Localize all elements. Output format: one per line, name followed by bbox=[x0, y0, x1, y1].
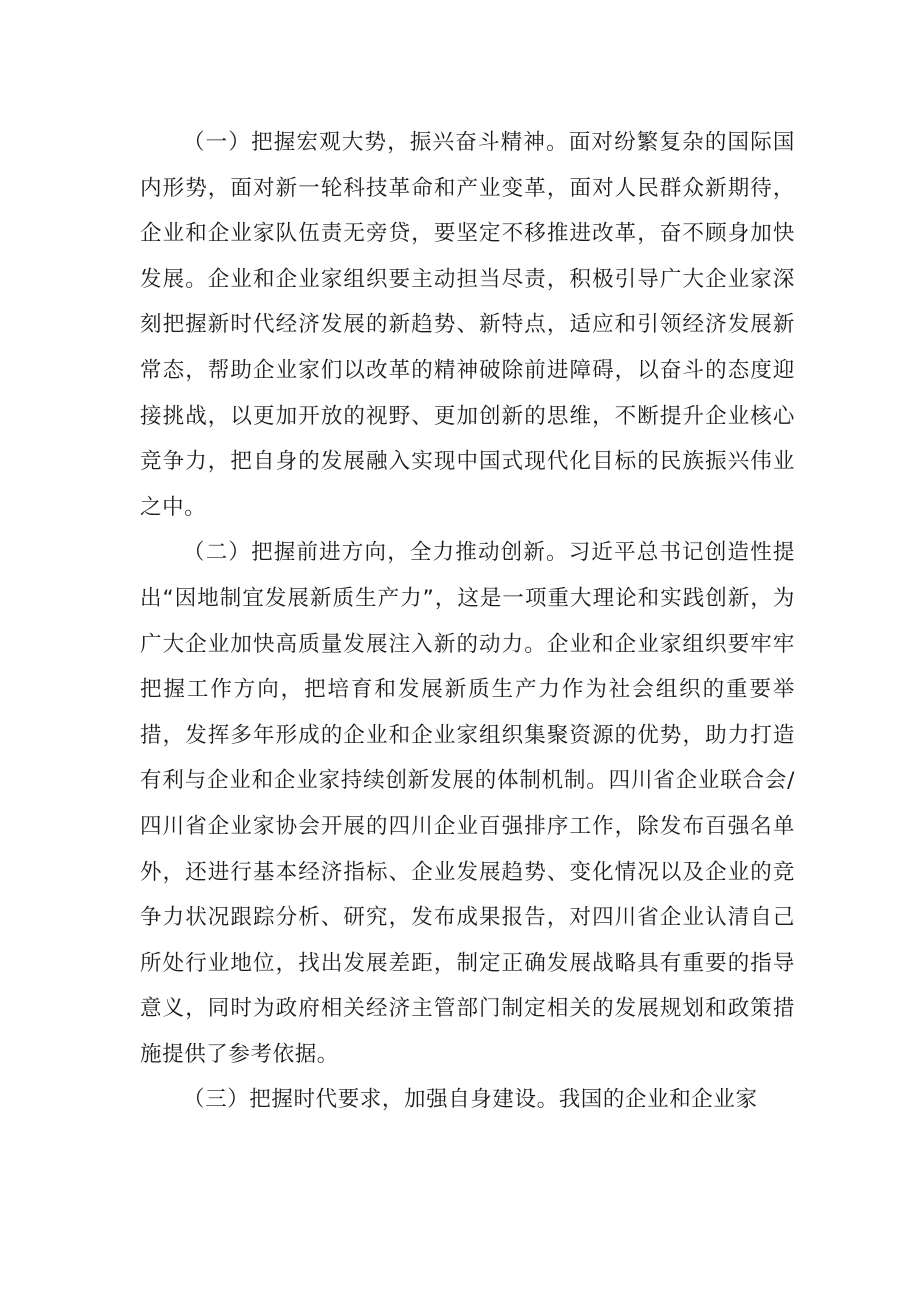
paragraph-1: （一）把握宏观大势，振兴奋斗精神。面对纷繁复杂的国际国内形势，面对新一轮科技革命和产业变革，面对人民群众新期待，企业和企业家队伍责无旁贷，要坚定不移推进改革，奋不顾身加快发展。企业和企业家组织要主动担当尽责，积极引导广大企业家深刻把握新时代经济发展的新趋势、新特点，适应和引领经济发展新常态，帮助企业家们以改革的精神破除前进障碍，以奋斗的态度迎接挑战，以更加开放的视野、更加创新的思维，不断提升企业核心竞争力，把自身的发展融入实现中国式现代化目标的民族振兴伟业之中。 bbox=[140, 130, 795, 520]
paragraph-2: （二）把握前进方向，全力推动创新。习近平总书记创造性提出“因地制宜发展新质生产力”，这是一项重大理论和实践创新，为广大企业加快高质量发展注入新的动力。企业和企业家组织要牢牢把握工作方向，把培育和发展新质生产力作为社会组织的重要举措，发挥多年形成的企业和企业家组织集聚资源的优势，助力打造有利与企业和企业家持续创新发展的体制机制。四川省企业联合会/四川省企业家协会开展的四川企业百强排序工作，除发布百强名单外，还进行基本经济指标、企业发展趋势、变化情况以及企业的竞争力状况跟踪分析、研究，发布成果报告，对四川省企业认清自己所处行业地位，找出发展差距，制定正确发展战略具有重要的指导意义，同时为政府相关经济主管部门制定相关的发展规划和政策措施提供了参考依据。 bbox=[140, 540, 795, 1067]
paragraph-3: （三）把握时代要求，加强自身建设。我国的企业和企业家 bbox=[183, 1087, 758, 1113]
document-page bbox=[140, 120, 795, 1123]
